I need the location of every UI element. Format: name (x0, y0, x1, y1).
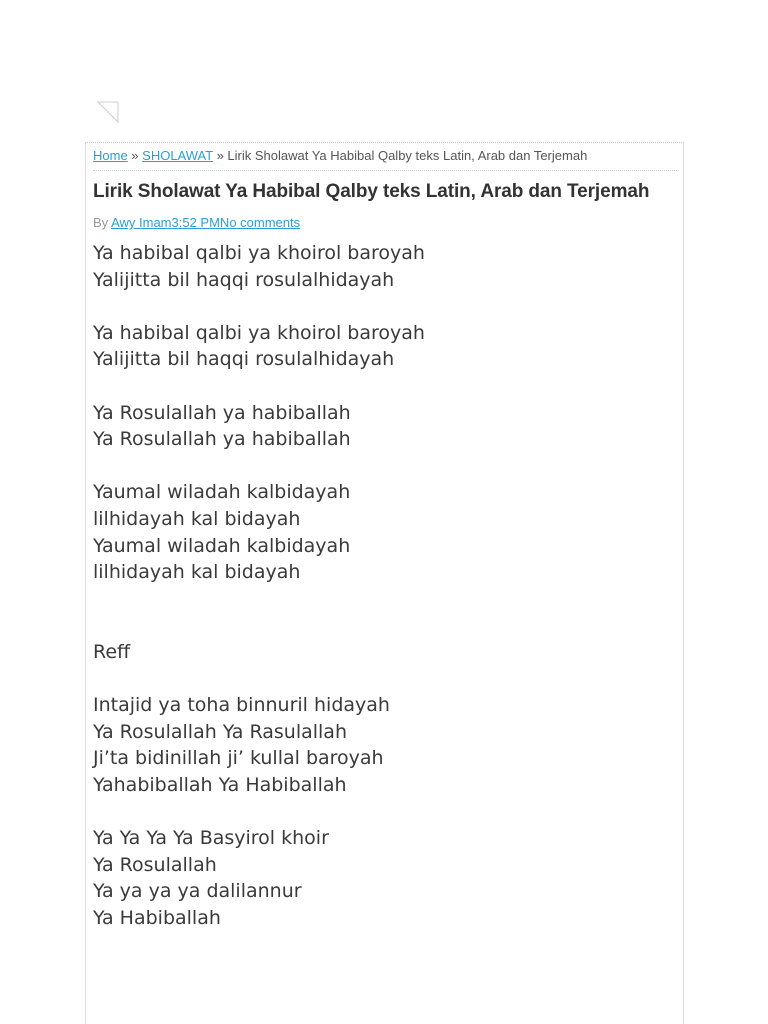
lyrics-line: Reff (93, 640, 131, 663)
lyrics-line: Ya ya ya ya dalilannur (93, 880, 302, 903)
lyrics-line: lilhidayah kal bidayah (93, 507, 301, 530)
lyrics-line: Ji’ta bidinillah ji’ kullal baroyah (93, 747, 384, 770)
breadcrumb-separator: » (127, 148, 143, 163)
lyrics-line: Ya habibal qalbi ya khoirol baroyah (93, 242, 425, 264)
lyrics-line: Yahabiballah Ya Habiballah (93, 773, 347, 796)
breadcrumb-current: Lirik Sholawat Ya Habibal Qalby teks Latin, Arab dan Terjemah (227, 148, 588, 163)
lyrics-body (93, 240, 673, 931)
breadcrumb (93, 148, 677, 171)
lyrics-blank-line (93, 373, 673, 400)
breadcrumb-home-link[interactable]: Home (93, 148, 128, 163)
post-byline (93, 215, 300, 230)
corner-fold-icon (97, 101, 119, 123)
lyrics-line: Yalijitta bil haqqi rosulalhidayah (93, 348, 395, 371)
lyrics-blank-line (93, 798, 673, 825)
byline-label: By (93, 215, 112, 230)
lyrics-line: Ya Rosulallah (93, 853, 217, 876)
lyrics-blank-line (93, 293, 673, 320)
lyrics-line: Yaumal wiladah kalbidayah (93, 534, 351, 557)
lyrics-blank-line (93, 586, 673, 613)
lyrics-line: Ya Rosulallah ya habiballah (93, 401, 351, 424)
post-container (85, 142, 684, 1024)
lyrics-line: Ya habibal qalbi ya khoirol baroyah (93, 321, 425, 344)
lyrics-line: Ya Ya Ya Ya Basyirol khoir (93, 827, 329, 850)
lyrics-line: Ya Rosulallah ya habiballah (93, 428, 351, 451)
breadcrumb-category-link[interactable]: SHOLAWAT (142, 148, 213, 163)
lyrics-line: Intajid ya toha binnuril hidayah (93, 694, 390, 717)
lyrics-blank-line (93, 453, 673, 480)
breadcrumb-separator: » (212, 148, 228, 163)
lyrics-line: Ya Rosulallah Ya Rasulallah (93, 720, 347, 743)
lyrics-blank-line (93, 612, 673, 639)
lyrics-line: Yaumal wiladah kalbidayah (93, 481, 351, 504)
lyrics-blank-line (93, 666, 673, 693)
lyrics-line: Ya Habiballah (93, 906, 221, 929)
lyrics-line: Yalijitta bil haqqi rosulalhidayah (93, 268, 395, 291)
author-link[interactable]: Awy Imam3:52 PMNo comments (111, 215, 301, 230)
lyrics-line: lilhidayah kal bidayah (93, 561, 301, 584)
post-title: Lirik Sholawat Ya Habibal Qalby teks Latin, Arab dan Terjemah (93, 181, 650, 202)
